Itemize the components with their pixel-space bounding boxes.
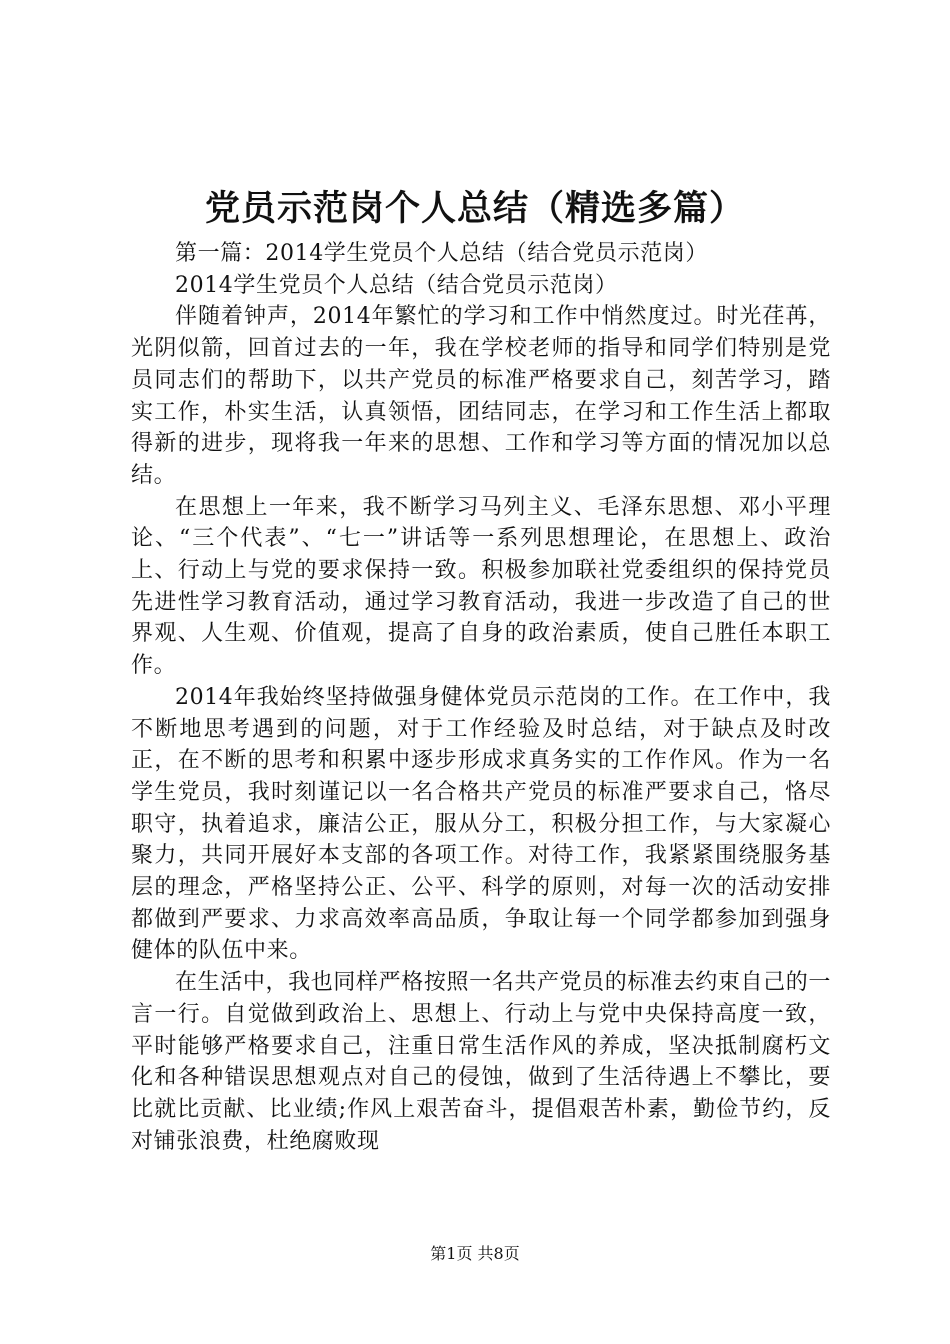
paragraph-subtitle: 2014学生党员个人总结（结合党员示范岗） xyxy=(175,272,618,298)
page-footer: 第1页 共8页 xyxy=(430,1244,520,1263)
document-body xyxy=(131,238,831,1157)
paragraph-thought: 在思想上一年来，我不断学习马列主义、毛泽东思想、邓小平理论、“三个代表”、“七一”讲话等一系列思想理论，在思想上、政治上、行动上与党的要求保持一致。积极参加联社党委组织的保持党员先进性学习教育活动，通过学习教育活动，我进一步改造了自己的世界观、人生观、价值观，提高了自身的政治素质，使自己胜任本职工作。 xyxy=(131,494,831,679)
paragraph-section-heading: 第一篇：2014学生党员个人总结（结合党员示范岗） xyxy=(175,241,708,266)
paragraph-life: 在生活中，我也同样严格按照一名共产党员的标准去约束自己的一言一行。自觉做到政治上、思想上、行动上与党中央保持高度一致，平时能够严格要求自己，注重日常生活作风的养成，坚决抵制腐朽文化和各种错误思想观点对自己的侵蚀，做到了生活待遇上不攀比，要比就比贡献、比业绩;作风上艰苦奋斗，提倡艰苦朴素，勤俭节约，反对铺张浪费，杜绝腐败现 xyxy=(131,970,831,1154)
paragraph-work: 2014年我始终坚持做强身健体党员示范岗的工作。在工作中，我不断地思考遇到的问题，对于工作经验及时总结，对于缺点及时改正，在不断的思考和积累中逐步形成求真务实的工作作风。作为一名学生党员，我时刻谨记以一名合格共产党员的标准严要求自己，恪尽职守，执着追求，廉洁公正，服从分工，积极分担工作，与大家凝心聚力，共同开展好本支部的各项工作。对待工作，我紧紧围绕服务基层的理念，严格坚持公正、公平、科学的原则，对每一次的活动安排都做到严要求、力求高效率高品质，争取让每一个同学都参加到强身健体的队伍中来。 xyxy=(131,684,831,964)
paragraph-intro: 伴随着钟声，2014年繁忙的学习和工作中悄然度过。时光荏苒，光阴似箭，回首过去的一年，我在学校老师的指导和同学们特别是党员同志们的帮助下，以共产党员的标准严格要求自己，刻苦学习，踏实工作，朴实生活，认真领悟，团结同志，在学习和工作生活上都取得新的进步，现将我一年来的思想、工作和学习等方面的情况加以总结。 xyxy=(131,304,831,488)
document-title: 党员示范岗个人总结（精选多篇） xyxy=(204,189,745,229)
